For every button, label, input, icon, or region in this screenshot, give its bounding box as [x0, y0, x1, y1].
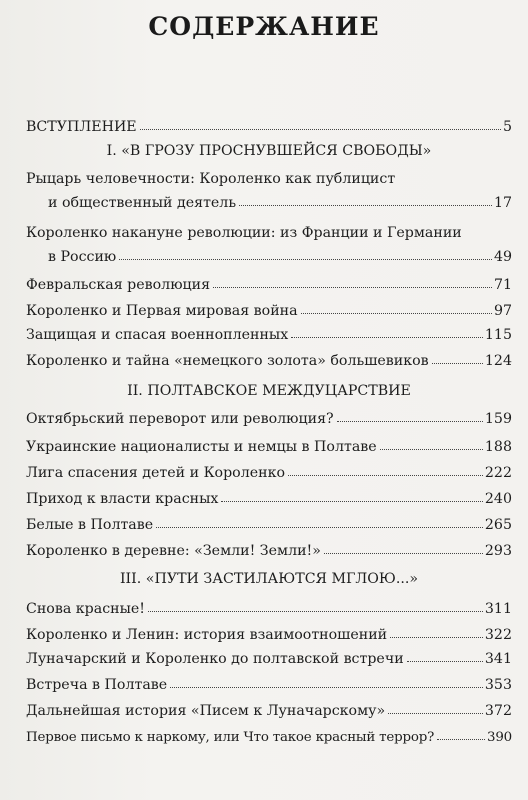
toc-entry-text: Белые в Полтаве	[26, 517, 154, 533]
toc-entry[interactable]	[26, 650, 512, 669]
toc-entry[interactable]	[26, 438, 512, 457]
toc-page-number: 17	[493, 195, 512, 211]
toc-entry-text: Украинские националисты и немцы в Полтаве	[26, 439, 377, 455]
toc-entry-text: Защищая и спасая военнопленных	[26, 327, 289, 343]
toc-entry[interactable]	[26, 352, 512, 371]
toc-page-number: 322	[484, 627, 512, 643]
leader-dots	[170, 687, 483, 688]
toc-entry-text: Снова красные!	[26, 601, 146, 617]
leader-dots	[119, 259, 492, 260]
toc-entry-text: Приход к власти красных	[26, 491, 219, 507]
toc-page-number: 390	[487, 730, 512, 745]
part-heading-3: III. «ПУТИ ЗАСТИЛАЮТСЯ МГЛОЮ...»	[119, 571, 419, 587]
toc-entry-text: Октябрьский переворот или революция?	[26, 411, 334, 427]
toc-page-number: 124	[484, 353, 512, 369]
toc-entry[interactable]	[26, 490, 512, 509]
toc-entry-text: Короленко и Ленин: история взаимоотношений	[26, 627, 388, 643]
toc-entry-text: Короленко и тайна «немецкого золота» большевиков	[26, 353, 429, 369]
part-heading-1: I. «В ГРОЗУ ПРОСНУВШЕЙСЯ СВОБОДЫ»	[106, 143, 432, 159]
toc-page-number: 49	[493, 249, 512, 265]
toc-page-number: 97	[493, 303, 512, 319]
toc-entry[interactable]	[26, 676, 512, 695]
toc-entry[interactable]	[26, 410, 512, 429]
part-heading-2: II. ПОЛТАВСКОЕ МЕЖДУЦАРСТВИЕ	[127, 383, 411, 399]
toc-page-number: 71	[493, 277, 512, 293]
toc-page-number: 372	[484, 703, 512, 719]
toc-page-number: 311	[484, 601, 512, 617]
page-title: СОДЕРЖАНИЕ	[148, 12, 380, 41]
leader-dots	[390, 637, 483, 638]
toc-page-number: 293	[484, 543, 512, 559]
toc-entry[interactable]	[26, 302, 512, 321]
toc-entry[interactable]	[26, 464, 512, 483]
leader-dots	[380, 449, 483, 450]
toc-page-number: 341	[484, 651, 512, 667]
toc-page-number: 222	[484, 465, 512, 481]
toc-entry[interactable]	[26, 702, 512, 721]
toc-page-number: 265	[484, 517, 512, 533]
toc-entry[interactable]	[26, 626, 512, 645]
toc-entry[interactable]	[26, 248, 512, 267]
toc-entry-text: Лига спасения детей и Короленко	[26, 465, 285, 481]
toc-entry-text: Февральская революция	[26, 277, 211, 293]
toc-entry[interactable]	[26, 516, 512, 535]
leader-dots	[432, 363, 483, 364]
toc-page-number: 5	[502, 119, 512, 135]
leader-dots	[291, 337, 483, 338]
toc-page-number: 353	[484, 677, 512, 693]
toc-page-number: 240	[484, 491, 512, 507]
leader-dots	[437, 739, 485, 740]
toc-entry-text: Короленко и Первая мировая война	[26, 303, 298, 319]
leader-dots	[148, 611, 483, 612]
leader-dots	[221, 501, 483, 502]
toc-entry-text: ВСТУПЛЕНИЕ	[26, 119, 137, 135]
toc-entry-first-line: Рыцарь человечности: Короленко как публицист	[26, 171, 396, 187]
leader-dots	[213, 287, 492, 288]
toc-page-number: 115	[484, 327, 512, 343]
toc-entry[interactable]	[26, 542, 512, 561]
leader-dots	[156, 527, 483, 528]
toc-entry[interactable]	[26, 600, 512, 619]
toc-entry-text: Луначарский и Короленко до полтавской встречи	[26, 651, 404, 667]
toc-page-number: 159	[484, 411, 512, 427]
leader-dots	[288, 475, 483, 476]
toc-entry-text: Встреча в Полтаве	[26, 677, 168, 693]
toc-entry[interactable]	[26, 326, 512, 345]
toc-entry-text: и общественный деятель	[48, 195, 237, 211]
leader-dots	[407, 661, 483, 662]
toc-entry-text: Дальнейшая история «Писем к Луначарскому»	[26, 703, 386, 719]
leader-dots	[140, 129, 501, 130]
toc-entry-text: Короленко в деревне: «Земли! Земли!»	[26, 543, 321, 559]
toc-entry-text: в Россию	[48, 249, 117, 265]
toc-page-number: 188	[484, 439, 512, 455]
toc-entry[interactable]	[26, 728, 512, 747]
leader-dots	[337, 421, 483, 422]
leader-dots	[388, 713, 483, 714]
leader-dots	[324, 553, 483, 554]
toc-entry[interactable]	[26, 276, 512, 295]
toc-entry[interactable]	[26, 194, 512, 213]
toc-entry-text: Первое письмо к наркому, или Что такое красный террор?	[26, 730, 435, 745]
leader-dots	[239, 205, 492, 206]
toc-entry-first-line: Короленко накануне революции: из Франции и Германии	[26, 225, 462, 241]
leader-dots	[301, 313, 492, 314]
toc-entry-intro[interactable]	[26, 118, 512, 137]
